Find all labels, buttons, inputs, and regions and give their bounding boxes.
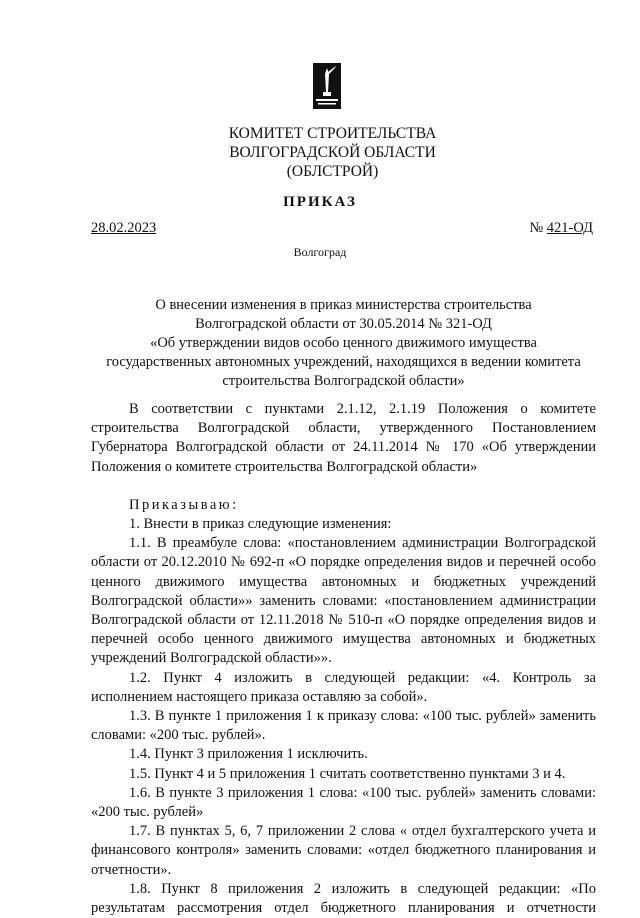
item-1-6: 1.6. В пункте 3 приложения 1 слова: «100 тыс. рублей» заменить словами: «200 тыс. рублей» xyxy=(91,784,596,821)
document-date: 28.02.2023 xyxy=(91,220,157,236)
org-line-3: (ОБЛСТРОЙ) xyxy=(286,163,379,180)
item-1-7: 1.7. В пунктах 5, 6, 7 приложении 2 слова « отдел бухгалтерского учета и финансового контроля» заменить словами: «отдел бюджетного планирования и отчетности». xyxy=(91,823,596,878)
subject-line: «Об утверждении видов особо ценного движимого имущества xyxy=(150,335,537,351)
item-1-5: 1.5. Пункт 4 и 5 приложения 1 считать соответственно пунктами 3 и 4. xyxy=(129,765,566,782)
item-1: 1. Внести в приказ следующие изменения: xyxy=(129,516,392,533)
organization-name xyxy=(0,124,640,181)
preamble: В соответствии с пунктами 2.1.12, 2.1.19 Положения о комитете строительства Волгоградской области, утвержденного Постановлением Губернатора Волгоградской области от 24.11.2014 № 170 «Об утверждении Положения о комитете строительства Волгоградской области» xyxy=(91,401,596,475)
document-body xyxy=(91,400,596,918)
org-line-2: ВОЛГОГРАДСКОЙ ОБЛАСТИ xyxy=(229,144,436,161)
subject-line: Волгоградской области от 30.05.2014 № 321-ОД xyxy=(195,316,492,332)
volgograd-emblem-icon xyxy=(312,62,342,110)
order-word: Приказываю: xyxy=(129,496,239,513)
subject-line: государственных автономных учреждений, находящихся в ведении комитета xyxy=(106,354,581,370)
city: Волгоград xyxy=(293,245,347,259)
document-type: ПРИКАЗ xyxy=(283,194,357,210)
item-1-3: 1.3. В пункте 1 приложения 1 к приказу слова: «100 тыс. рублей» заменить словами: «200 тыс. рублей». xyxy=(91,708,596,744)
number-value: 421-ОД xyxy=(546,220,593,236)
org-line-1: КОМИТЕТ СТРОИТЕЛЬСТВА xyxy=(228,125,437,142)
number-prefix: № xyxy=(529,220,544,236)
document-number xyxy=(529,220,593,237)
subject-line: строительства Волгоградской области» xyxy=(222,373,465,389)
document-subject xyxy=(91,296,596,391)
item-1-4: 1.4. Пункт 3 приложения 1 исключить. xyxy=(129,746,368,763)
item-1-2: 1.2. Пункт 4 изложить в следующей редакции: «4. Контроль за исполнением настоящего приказа оставляю за собой». xyxy=(91,669,596,705)
item-1-8: 1.8. Пункт 8 приложения 2 изложить в следующей редакции: «По результатам рассмотрения отдел бюджетного планирования и отчетности xyxy=(91,880,596,917)
item-1-1: 1.1. В преамбуле слова: «постановлением администрации Волгоградской области от 20.12.2010 № 692-п «О порядке определения видов и перечней особо ценного движимого имущества автономных и бюджетных учреждений Волгоградской области»» заменить словами: «постановлением администрации Волгоградской области от 12.11.2018 № 510-п «О порядке определения видов и перечней особо ценного движимого имущества автономных и бюджетных учреждений Волгоградской области»». xyxy=(91,535,596,667)
subject-line: О внесении изменения в приказ министерства строительства xyxy=(155,297,532,313)
